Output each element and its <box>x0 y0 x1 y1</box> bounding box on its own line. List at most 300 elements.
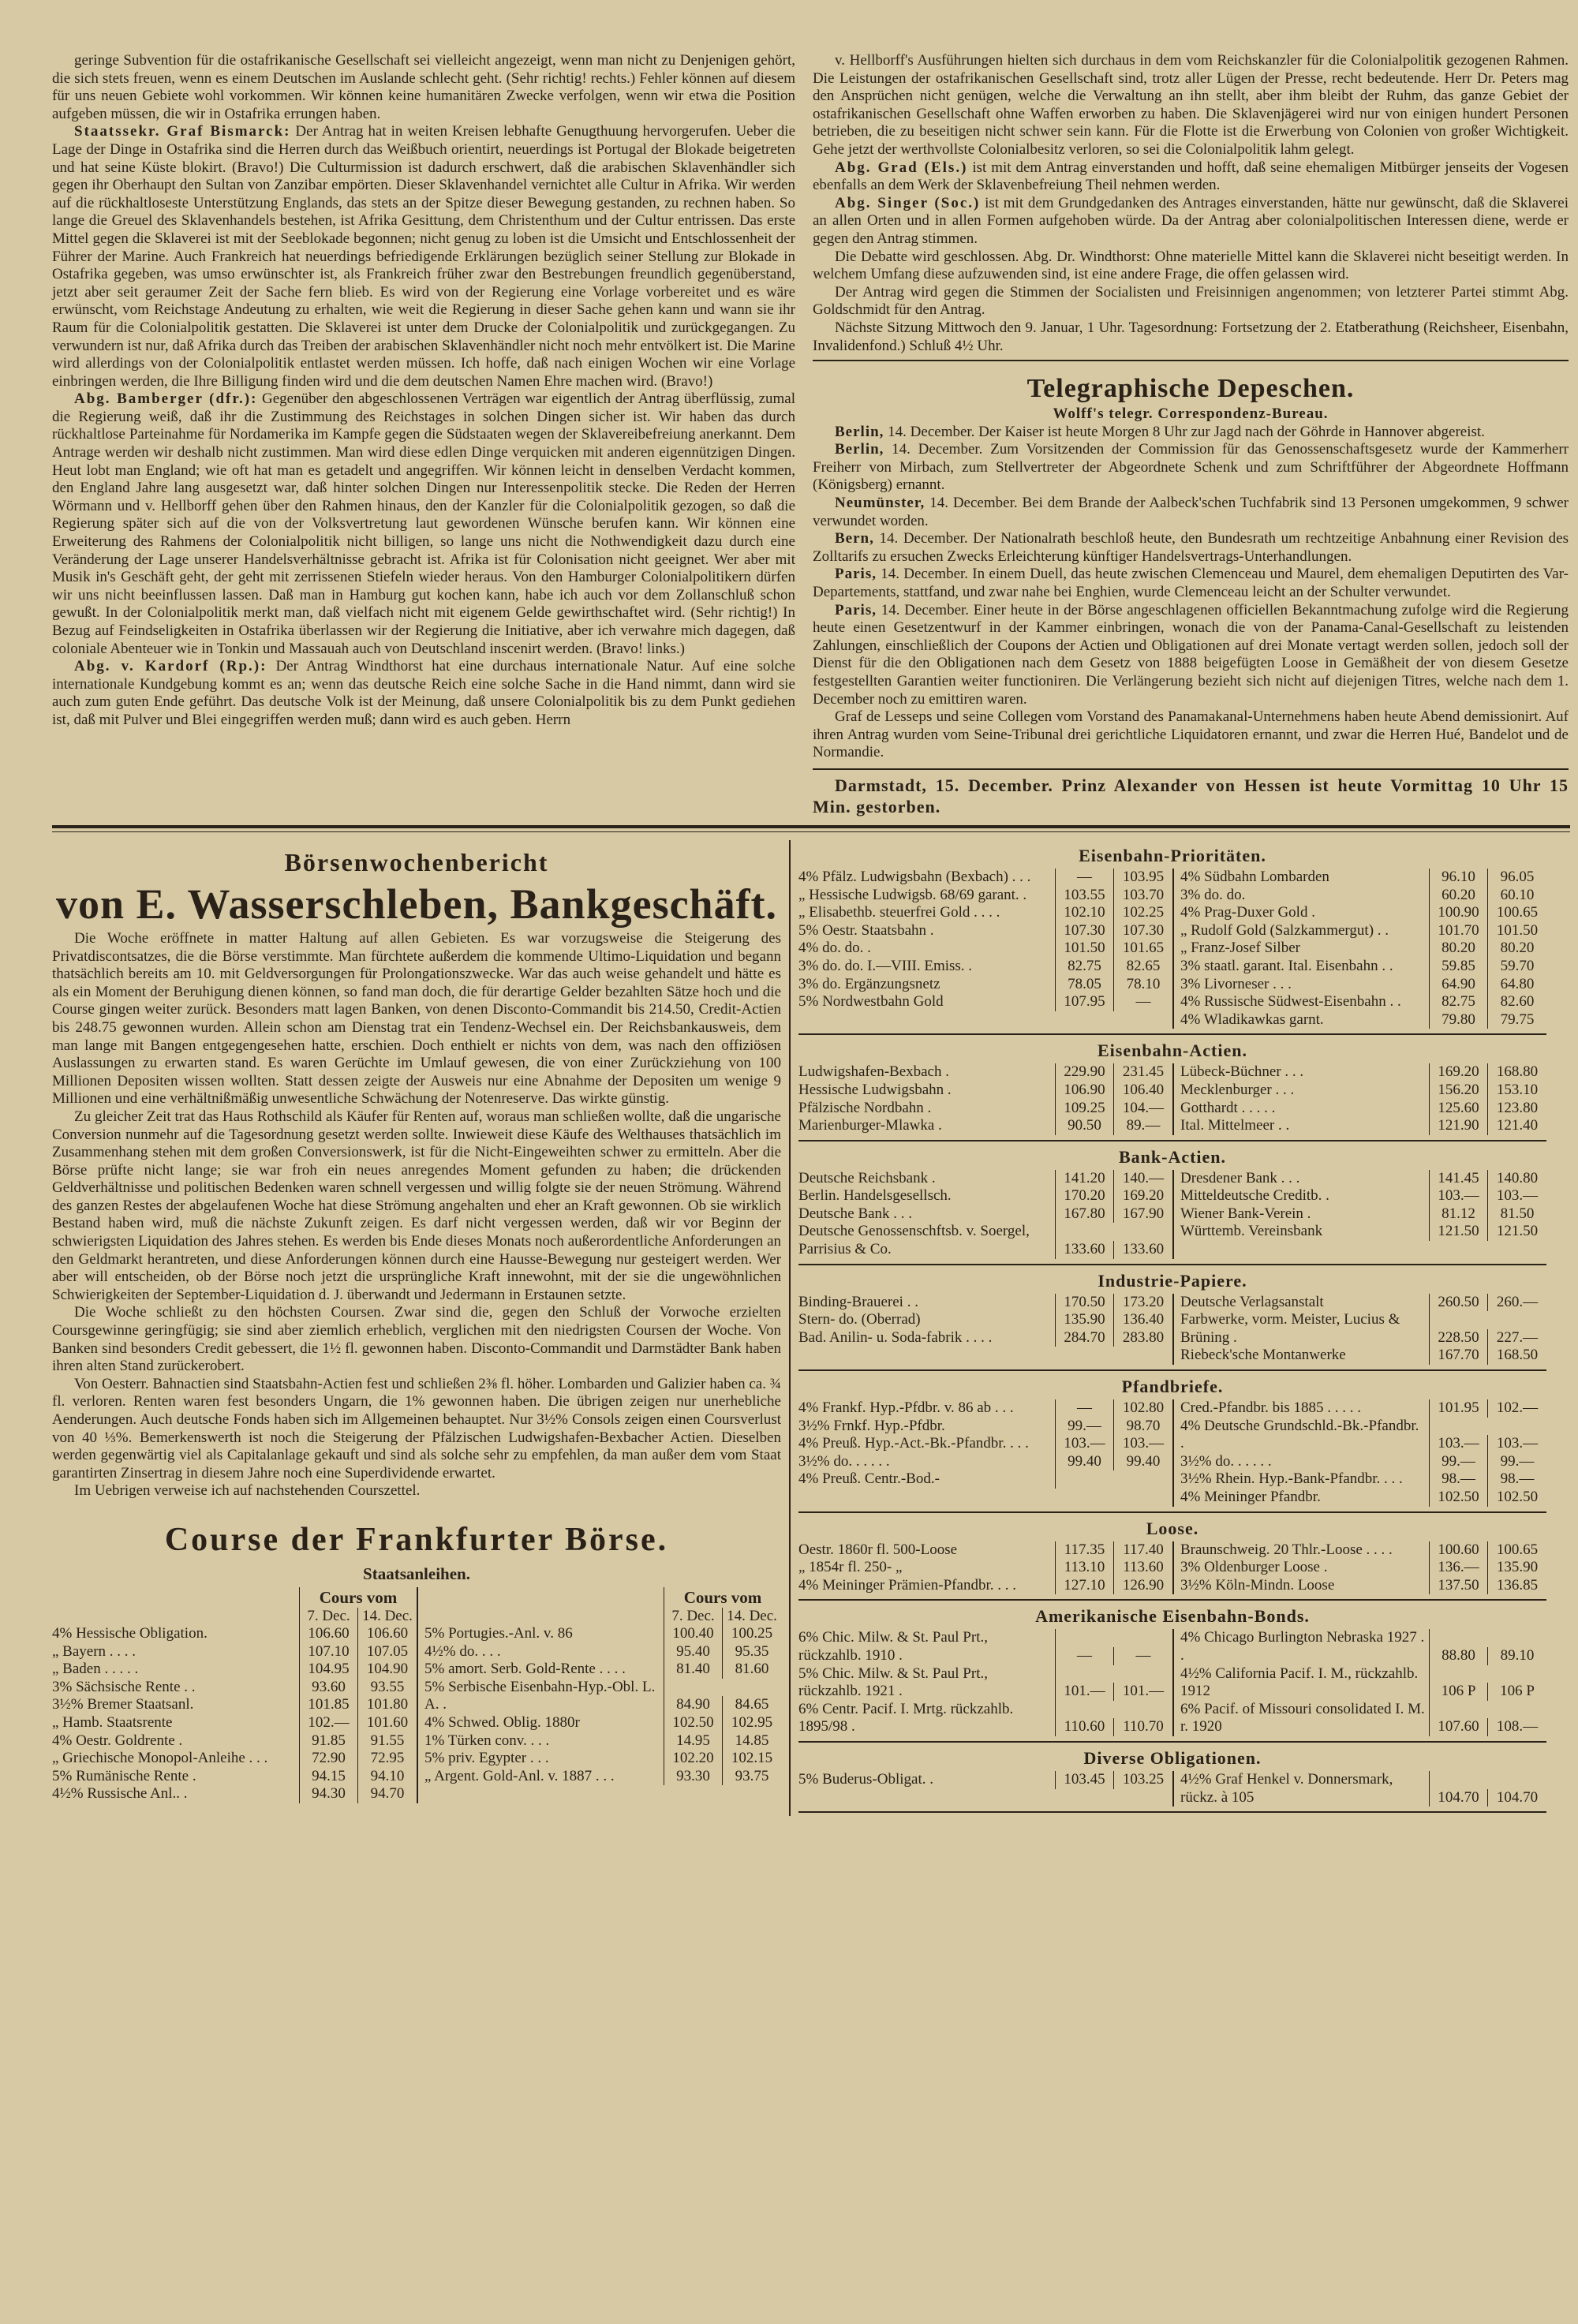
table-row <box>1180 1399 1546 1418</box>
price-7-dec: 100.90 <box>1430 904 1488 922</box>
header-spacer <box>424 1587 664 1608</box>
telegram-item <box>813 441 1569 495</box>
table-row <box>798 1629 1172 1665</box>
table-left-half <box>798 1629 1172 1736</box>
security-name: „ Elisabethb. steuerfrei Gold . . . . <box>798 904 1056 922</box>
table-row <box>798 1294 1172 1312</box>
table-row <box>1180 904 1546 922</box>
security-name: 3½% Bremer Staatsanl. <box>52 1696 300 1714</box>
cours-vom-label: Cours vom <box>319 1587 398 1607</box>
price-14-dec: 103.— <box>1122 1435 1165 1452</box>
price-7-dec: 64.90 <box>1430 976 1488 994</box>
price-7-dec: 98.— <box>1430 1470 1488 1489</box>
price-14-dec: 173.20 <box>1122 1293 1165 1310</box>
speaker-name: Abg. Singer (Soc.) <box>835 194 981 211</box>
price-14-dec: 81.60 <box>735 1661 769 1678</box>
table-row <box>798 1399 1172 1418</box>
price-14-dec: 104.90 <box>366 1661 409 1678</box>
price-14-dec: 93.55 <box>370 1678 405 1695</box>
security-name: 4% Meininger Pfandbr. <box>1180 1489 1430 1507</box>
security-name: 4% Russische Südwest-Eisenbahn . . <box>1180 993 1430 1011</box>
price-7-dec: 141.45 <box>1430 1170 1488 1188</box>
price-14-dec: 121.40 <box>1496 1117 1539 1134</box>
date-column-1: 7. Dec. <box>664 1608 723 1625</box>
security-name: Berlin. Handelsgesellsch. <box>798 1187 1056 1205</box>
security-name: 5% Oestr. Staatsbahn . <box>798 922 1056 940</box>
table-left-half <box>798 1170 1172 1259</box>
section-heading: Eisenbahn-Prioritäten. <box>1079 845 1266 865</box>
security-name: 3% Oldenburger Loose . <box>1180 1559 1430 1577</box>
table-row <box>1180 1205 1546 1224</box>
table-row <box>1180 1559 1546 1577</box>
table-right-half <box>1172 1541 1546 1595</box>
price-7-dec: 96.10 <box>1430 869 1488 887</box>
report-paragraph: Im Uebrigen verweise ich auf nachstehenden Courszettel. <box>74 1482 421 1500</box>
price-7-dec: 121.90 <box>1430 1117 1488 1135</box>
price-7-dec: 102.50 <box>1430 1489 1488 1507</box>
security-name: 4% Schwed. Oblig. 1880r <box>424 1714 664 1732</box>
price-14-dec: 168.50 <box>1496 1347 1539 1364</box>
table-row <box>1180 1100 1546 1118</box>
table-left-half <box>798 1399 1172 1507</box>
price-7-dec: 136.— <box>1430 1559 1488 1577</box>
paragraph <box>813 195 1569 248</box>
table-row <box>798 1470 1172 1489</box>
table-row <box>1180 1187 1546 1205</box>
price-7-dec: 102.20 <box>664 1750 723 1768</box>
price-7-dec: 121.50 <box>1430 1223 1488 1241</box>
section-heading: Industrie-Papiere. <box>1097 1270 1247 1291</box>
parliament-report-column-left <box>52 52 795 730</box>
table-row <box>798 1329 1172 1347</box>
price-7-dec: 84.90 <box>664 1696 723 1714</box>
security-name: 3½% do. . . . . . <box>1180 1453 1430 1471</box>
price-7-dec: 102.10 <box>1056 904 1114 922</box>
price-14-dec: 102.80 <box>1122 1399 1165 1417</box>
table-row <box>52 1732 417 1750</box>
price-7-dec: 167.70 <box>1430 1347 1488 1365</box>
table-row <box>798 1577 1172 1595</box>
price-7-dec: 106.60 <box>300 1625 358 1643</box>
price-7-dec: 82.75 <box>1430 993 1488 1011</box>
table-row <box>1180 1223 1546 1241</box>
price-14-dec: 227.— <box>1496 1328 1539 1346</box>
security-name: 4½% California Pacif. I. M., rückzahlb. 1912 <box>1180 1665 1430 1701</box>
price-14-dec: 123.80 <box>1496 1099 1539 1116</box>
price-14-dec: 72.95 <box>370 1750 405 1767</box>
price-7-dec: 100.40 <box>664 1625 723 1643</box>
section-divider <box>52 825 1570 828</box>
price-7-dec: 100.60 <box>1430 1541 1488 1560</box>
price-7-dec: 59.85 <box>1430 958 1488 976</box>
table-row <box>798 1453 1172 1471</box>
price-14-dec: 107.30 <box>1122 921 1165 939</box>
telegram-text: 14. December. Der Nationalrath beschloß heute, den Bundesrath um rechtzeitige Anbahnung einer Revision des Zolltarifs zu ersuchen Zwecks Erleichterung künftiger Handelsvertrags-Unterhandlungen. <box>813 530 1569 565</box>
price-14-dec: 60.10 <box>1500 886 1535 903</box>
section-table <box>798 1771 1546 1807</box>
section-heading: Bank-Actien. <box>1118 1146 1227 1167</box>
security-name: „ Argent. Gold-Anl. v. 1887 . . . <box>424 1768 664 1786</box>
parliament-report-continued <box>813 52 1569 355</box>
telegram-item <box>813 708 1569 762</box>
report-body <box>52 930 781 1500</box>
price-14-dec: 167.90 <box>1122 1205 1165 1222</box>
section-table <box>798 1170 1546 1259</box>
price-7-dec: 101.50 <box>1056 940 1114 958</box>
section-heading: Amerikanische Eisenbahn-Bonds. <box>1035 1606 1310 1627</box>
price-14-dec: 78.10 <box>1126 975 1161 992</box>
cours-header <box>52 1587 417 1608</box>
speaker-name: Staatssekr. Graf Bismarck: <box>74 123 291 140</box>
price-7-dec: 106.90 <box>1056 1082 1114 1100</box>
price-14-dec: 103.— <box>1496 1187 1539 1205</box>
security-name: 1% Türken conv. . . . <box>424 1732 664 1750</box>
price-7-dec: 102.— <box>300 1714 358 1732</box>
table-row <box>52 1696 417 1714</box>
paragraph <box>813 159 1569 195</box>
table-row <box>1180 869 1546 887</box>
price-14-dec: 101.65 <box>1122 940 1165 957</box>
telegram-city: Neumünster, <box>835 495 925 512</box>
price-14-dec: 106.40 <box>1122 1081 1165 1098</box>
table-left-half <box>52 1587 417 1803</box>
telegram-list <box>813 424 1569 762</box>
parliament-report-column-right <box>813 52 1569 817</box>
price-14-dec: 136.40 <box>1122 1311 1165 1328</box>
price-14-dec: 82.65 <box>1126 957 1161 974</box>
security-name: Riebeck'sche Montanwerke <box>1180 1347 1430 1365</box>
header-spacer <box>52 1608 300 1625</box>
table-row <box>1180 1418 1546 1453</box>
paragraph-text: Die Debatte wird geschlossen. Abg. Dr. Windthorst: Ohne materielle Mittel kann die Sklaverei nicht beseitigt werden. In welchem Umfang diese aufzuwenden sind, ist eine andere Frage, die offen gelassen wird. <box>813 248 1569 283</box>
price-14-dec: 140.— <box>1122 1169 1165 1186</box>
price-7-dec: 14.95 <box>664 1732 723 1750</box>
table-row <box>798 976 1172 994</box>
paragraph-text: Gegenüber den abgeschlossenen Verträgen war eigentlich der Antrag überflüssig, zumal die Regierung weiß, daß ihr die Zustimmung des Reichstages in solchen Dingen sicher ist. Wir haben das durch rückhaltlose Parteinahme für Nordamerika im Kampfe gegen die Südstaaten wegen der Sklavereibefreiung anerkannt. Dem Antrage werden wir deshalb nicht zustimmen. Man wird diese edlen Dinge verquicken mit anderen eigennützigen Dingen. Heut lobt man England; wie oft hat man es getadelt und angegriffen. Wir können leicht in denselben Verdacht kommen, den England Jahre lang ausgesetzt war, daß hinter solchen Dingen nur Interessenpolitik stecke. Die Reden der Herren Wörmann und v. Hellborff gehen über den Rahmen hinaus, den der Kanzler für die Colonialpolitik gezogen, so daß die Regierung später sich auf die von der Volksvertretung laut gewordenen Wünsche berufen kann. Wir können eine Erweiterung des Rahmens der Colonialpolitik nicht billigen, so lange uns nicht die Nothwendigkeit dazu durch eine Veränderung der Lage unserer Handelsverhältnisse gebracht ist. Afrika ist für Colonisation nicht geeignet. Wer aber mit Musik in's Geschäft geht, der geht mit zerrissenen Stiefeln wieder heraus. Von den Hamburger Colonialpolitikern dürfen wir uns nicht beeinflussen lassen. Daß man in Hamburg gut kochen kann, habe ich auch vor dem Zollanschluß schon gewußt. In der Colonialpolitik merkt man, daß vielfach nicht mit eigenem Gelde gewirthschaftet wird. (Sehr richtig!) In Bezug auf Feindseligkeiten in Ostafrika überlassen wir der Regierung die Initiative, aber ich verwahre mich dagegen, daß coloniale Abenteuer wie in Tonkin und Massauah auch von Deutschland inscenirt werden. (Bravo! links.) <box>52 390 796 657</box>
table-row <box>1180 1577 1546 1595</box>
price-14-dec: 102.25 <box>1122 904 1165 921</box>
security-name: 5% Buderus-Obligat. . <box>798 1771 1056 1789</box>
price-14-dec: 126.90 <box>1122 1576 1165 1594</box>
security-name: 6% Pacif. of Missouri consolidated I. M. r. 1920 <box>1180 1701 1430 1736</box>
table-row <box>1180 1294 1546 1312</box>
price-14-dec: 102.50 <box>1496 1489 1539 1505</box>
table-right-half <box>417 1587 781 1803</box>
telegram-item <box>813 602 1569 709</box>
table-row <box>424 1750 781 1768</box>
security-name: 5% Serbische Eisenbahn-Hyp.-Obl. L. A. . <box>424 1679 664 1714</box>
security-name: 4½% Russische Anl.. . <box>52 1785 300 1803</box>
price-7-dec: 284.70 <box>1056 1329 1114 1347</box>
price-7-dec: 103.— <box>1430 1187 1488 1205</box>
price-7-dec: 103.45 <box>1056 1771 1114 1789</box>
table-row <box>798 1100 1172 1118</box>
table-row <box>798 1435 1172 1453</box>
price-14-dec: 91.55 <box>370 1732 405 1749</box>
telegram-text: 14. December. Der Kaiser ist heute Morgen 8 Uhr zur Jagd nach der Göhrde in Hannover abgereist. <box>888 423 1485 440</box>
report-paragraph: Von Oesterr. Bahnactien sind Staatsbahn-Actien fest und schließen 2⅜ fl. höher. Lombarden und Galizier haben ca. ¾ fl. verloren. Renten waren fest besonders Ungarn, die 1% gewonnen haben. Die übrigen zeigen nur unerhebliche Aenderungen. Auch deutsche Fonds haben sich im Allgemeinen behauptet. Nur 3½% Consols zeigen einen Coursverlust von 40 ⅓%. Bemerkenswerth ist noch die Steigerung der Pfälzischen Ludwigshafen-Bexbacher Actien. Dieselben werden gegenwärtig viel als Capitalanlage gekauft und sind als solche sehr zu empfehlen, da man außer dem vom Staat garantirten Zinsertrag in diesem Jahre noch eine Superdividende erwartet. <box>52 1375 781 1481</box>
price-14-dec: 82.60 <box>1500 993 1535 1011</box>
price-14-dec: 169.20 <box>1122 1187 1165 1205</box>
price-14-dec: 103.95 <box>1122 868 1165 885</box>
price-7-dec: 79.80 <box>1430 1011 1488 1029</box>
price-14-dec: 101.— <box>1122 1683 1165 1700</box>
price-14-dec: 100.25 <box>731 1624 773 1642</box>
price-7-dec: 229.90 <box>1056 1063 1114 1082</box>
stock-report-column <box>52 840 789 1816</box>
report-firm: von E. Wasserschleben, Bankgeschäft. <box>55 880 778 928</box>
paragraph <box>52 123 795 390</box>
price-14-dec: 135.90 <box>1496 1559 1539 1576</box>
table-row <box>424 1625 781 1643</box>
price-7-dec: 82.75 <box>1056 958 1114 976</box>
price-14-dec: 102.— <box>1496 1399 1539 1417</box>
price-7-dec: 60.20 <box>1430 887 1488 905</box>
price-7-dec: 88.80 <box>1430 1647 1488 1665</box>
telegram-city: Paris, <box>835 601 877 618</box>
darmstadt-telegram: Darmstadt, 15. December. Prinz Alexander von Hessen ist heute Vormittag 10 Uhr 15 Min. gestorben. <box>813 775 1569 816</box>
security-name: 4% Preuß. Centr.-Bod.- <box>798 1470 1056 1489</box>
price-14-dec: 107.05 <box>366 1642 409 1660</box>
price-14-dec: 283.80 <box>1122 1328 1165 1346</box>
paragraph <box>52 658 795 729</box>
price-14-dec: 103.70 <box>1122 886 1165 903</box>
price-7-dec: 107.95 <box>1056 993 1114 1011</box>
price-7-dec: 104.70 <box>1430 1789 1488 1807</box>
price-14-dec: 117.40 <box>1123 1541 1164 1558</box>
price-7-dec: 99.40 <box>1056 1453 1114 1471</box>
security-name: 3% Livorneser . . . <box>1180 976 1430 994</box>
bottom-section <box>52 840 1570 1816</box>
table-row <box>1180 1311 1546 1347</box>
paragraph-text: Nächste Sitzung Mittwoch den 9. Januar, 1 Uhr. Tagesordnung: Fortsetzung der 2. Etatberathung (Reichsheer, Eisenbahn, Invalidenfond.) Schluß 4½ Uhr. <box>813 319 1569 354</box>
telegrams-bureau: Wolff's telegr. Correspondenz-Bureau. <box>1053 405 1329 423</box>
price-7-dec: 107.30 <box>1056 922 1114 940</box>
section-table <box>798 1294 1546 1365</box>
security-name: 5% Rumänische Rente . <box>52 1768 300 1786</box>
table-row <box>1180 1117 1546 1135</box>
security-name: 3% do. do. <box>1180 887 1430 905</box>
security-name: Mitteldeutsche Creditb. . <box>1180 1187 1430 1205</box>
table-left-half <box>798 1063 1172 1134</box>
security-name: „ Baden . . . . . <box>52 1661 300 1679</box>
security-name: Bad. Anilin- u. Soda-fabrik . . . . <box>798 1329 1056 1347</box>
table-row <box>798 1117 1172 1135</box>
divider <box>813 360 1569 361</box>
security-name: 4½% Graf Henkel v. Donnersmark, rückz. à 105 <box>1180 1771 1430 1807</box>
table-row <box>798 887 1172 905</box>
paragraph <box>813 284 1569 319</box>
telegram-text: 14. December. In einem Duell, das heute zwischen Clemenceau und Maurel, dem ehemaligen Deputirten des Var-Departements, stattfand, und zwar nahe bei Enghien, wurde Clemenceau leicht an der Schulter verwundet. <box>813 566 1569 601</box>
paragraph <box>813 248 1569 284</box>
price-7-dec: 81.40 <box>664 1661 723 1679</box>
table-row <box>798 1418 1172 1436</box>
price-14-dec: — <box>1135 1646 1151 1664</box>
table-row <box>1180 976 1546 994</box>
security-name: Deutsche Bank . . . <box>798 1205 1056 1224</box>
section-table <box>798 869 1546 1029</box>
security-name: Pfälzische Nordbahn . <box>798 1100 1056 1118</box>
table-row <box>798 1187 1172 1205</box>
paragraph-text: ist mit dem Grundgedanken des Antrages einverstanden, hätte nur gewünscht, daß die Sklaverei an allen Orten und in allen Formen aufgehoben würde. Da der Antrag aber colonialpolitischen Interessen diene, werde er gegen den Antrag stimmen. <box>813 194 1569 247</box>
price-section <box>798 1747 1546 1813</box>
table-row <box>798 1311 1172 1329</box>
security-name: 3½% Köln-Mindn. Loose <box>1180 1577 1430 1595</box>
table-row <box>1180 922 1546 940</box>
telegram-item <box>813 424 1569 442</box>
paragraph <box>813 319 1569 355</box>
security-name: Gotthardt . . . . . <box>1180 1100 1430 1118</box>
top-section <box>52 52 1570 817</box>
price-7-dec: 110.60 <box>1056 1718 1114 1736</box>
price-14-dec: 94.10 <box>370 1767 405 1784</box>
price-14-dec: 95.35 <box>735 1642 769 1660</box>
security-name: 4% Chicago Burlington Nebraska 1927 . . <box>1180 1629 1430 1665</box>
price-7-dec: 80.20 <box>1430 940 1488 958</box>
security-name: 4% Südbahn Lombarden <box>1180 869 1430 887</box>
section-table <box>798 1541 1546 1595</box>
table-row <box>798 1701 1172 1736</box>
table-row <box>798 1665 1172 1701</box>
security-name: 4% Oestr. Goldrente . <box>52 1732 300 1750</box>
paragraph-text: geringe Subvention für die ostafrikanische Gesellschaft sei vielleicht angezeigt, wenn man nicht zu Denjenigen gehört, die sich stets freuen, wenn es einem Deutschen im Auslande schlecht geht. (Sehr richtig! rechts.) Fehler können auf diesem für uns neuen Gebiete wohl vorkommen. Wir können keine humanitären Zwecke verfolgen, wenn wir etwa die Position aufgeben müssen, die wir in Ostafrika errungen haben. <box>52 52 795 122</box>
speaker-name: Abg. Bamberger (dfr.): <box>74 390 258 408</box>
price-7-dec: 170.50 <box>1056 1294 1114 1312</box>
price-14-dec: — <box>1135 993 1151 1011</box>
price-7-dec: 103.55 <box>1056 887 1114 905</box>
price-7-dec: 135.90 <box>1056 1311 1114 1329</box>
security-name: 6% Chic. Milw. & St. Paul Prt., rückzahlb. 1910 . <box>798 1629 1056 1665</box>
price-14-dec: 136.85 <box>1496 1576 1539 1594</box>
paragraph-text: v. Hellborff's Ausführungen hielten sich durchaus in dem vom Reichskanzler für die Colonialpolitik gezogenen Rahmen. Die Leistungen der ostafrikanischen Gesellschaft sind, trotz aller Lügen der Presse, recht bedeutende. Herr Dr. Peters mag den Ansprüchen nicht genügen, welche die Verwaltung an ihn stellt, aber ihm bleibt der Ruhm, das ganze Gebiet der ostafrikanischen Gesellschaft ohne Waffen erworben zu haben. Die Sklavenjägerei wird nur von einigen hundert Personen betrieben, die zu beseitigen nicht schwer sein kann. Für die Flotte ist die Erwerbung von Colonien von großer Wichtigkeit. Gehe jetzt der werthvollste Colonialbesitz verloren, so sei die Colonialpolitik lahm gelegt. <box>813 52 1569 158</box>
price-14-dec: 113.60 <box>1123 1559 1164 1576</box>
date-column-2: 14. Dec. <box>362 1607 413 1624</box>
date-header <box>52 1608 417 1625</box>
paragraph-text: Der Antrag wird gegen die Stimmen der Socialisten und Freisinnigen angenommen; von letzterer Partei stimmt Abg. Goldschmidt für den Antrag. <box>813 283 1569 319</box>
table-row <box>424 1643 781 1661</box>
table-row <box>1180 1771 1546 1807</box>
price-7-dec: 94.15 <box>300 1768 358 1786</box>
price-7-dec: 141.20 <box>1056 1170 1114 1188</box>
price-14-dec: 102.95 <box>731 1713 773 1731</box>
price-7-dec: 81.12 <box>1430 1205 1488 1224</box>
table-row <box>1180 1063 1546 1082</box>
table-right-half <box>1172 1629 1546 1736</box>
price-14-dec: 153.10 <box>1496 1081 1539 1098</box>
security-name: Württemb. Vereinsbank <box>1180 1223 1430 1241</box>
table-row <box>798 1205 1172 1224</box>
date-column-2: 14. Dec. <box>727 1607 777 1624</box>
price-7-dec: — <box>1056 1399 1114 1418</box>
price-section <box>798 1270 1546 1371</box>
price-7-dec: 72.90 <box>300 1750 358 1768</box>
price-14-dec: 104.70 <box>1496 1788 1539 1806</box>
price-7-dec: 167.80 <box>1056 1205 1114 1224</box>
security-name: 3% Sächsische Rente . . <box>52 1679 300 1697</box>
price-7-dec: 107.10 <box>300 1643 358 1661</box>
staatsanleihen-heading: Staatsanleihen. <box>363 1564 470 1583</box>
table-row <box>1180 1170 1546 1188</box>
security-name: 5% priv. Egypter . . . <box>424 1750 664 1768</box>
security-name: 5% Nordwestbahn Gold <box>798 993 1056 1011</box>
table-left-half <box>798 1771 1172 1807</box>
price-14-dec: 100.65 <box>1496 1541 1539 1558</box>
security-name: Binding-Brauerei . . <box>798 1294 1056 1312</box>
security-name: 4% Wladikawkas garnt. <box>1180 1011 1430 1029</box>
security-name: 5% amort. Serb. Gold-Rente . . . . <box>424 1661 664 1679</box>
price-7-dec: 228.50 <box>1430 1329 1488 1347</box>
price-14-dec: 79.75 <box>1500 1011 1535 1028</box>
security-name: 5% Portugies.-Anl. v. 86 <box>424 1625 664 1643</box>
price-14-dec: 101.60 <box>366 1713 409 1731</box>
table-row <box>798 922 1172 940</box>
date-column-1: 7. Dec. <box>300 1608 358 1625</box>
paragraph-text: Der Antrag hat in weiten Kreisen lebhafte Genugthuung hervorgerufen. Ueber die Lage der Dinge in Ostafrika sind die Herren durch das Weißbuch orientirt, neuerdings ist Portugal der Blokade beigetreten und hat seine Küste blokirt. (Bravo!) Die Culturmission ist dadurch erschwert, daß die arabischen Sklavenhändler sich gegen ihr Oberhaupt den Sultan von Zanzibar empörten. Dieser Sklavenhandel vernichtet alle Cultur in Afrika. Wir werden auf die rückhaltloseste Unterstützung Englands, das stets an der Spitze dieser Bewegung gestanden, zu rechnen haben. So lange die Greuel des Sklavenhandels bestehen, ist Afrika Gesittung, dem Christenthum und der Cultur entrissen. Das erste Mittel gegen die Sklaverei ist mit der Seeblokade begonnen; nicht genug zu loben ist die Umsicht und Entschlossenheit der Führer der Marine. Auch Frankreich hat neuerdings befriedigende Erklärungen bezüglich seiner Stellung zur Blokade in Ostafrika gegeben, was umso erwünschter ist, als Frankreich früher zwar den Bestrebungen freundlich gegenüberstand, jetzt aber seit geraumer Zeit der Sache fern blieb. Es wird von der Regierung eine Vorlage vorbereitet und es wäre erwünscht, vom Reichstage Andeutung zu erhalten, wie weit die Regierung in dieser Sache gehen kann und wann sie ihr Raum für die Colonialpolitik gestatten. Die Sklaverei ist unter dem Drucke der Colonialpolitik und zurückgegangen. Zu verwundern ist nur, daß Afrika durch das Treiben der arabischen Sklavenhändler nicht noch mehr entvölkert ist. Die Marine wird allerdings von der Colonialpolitik entlastet werden müssen. Ich hoffe, daß nach einigen Wochen wir eine Vorlage einbringen werden, die Ihre Billigung finden wird und die dem deutschen Namen Ehre machen wird. (Bravo!) <box>52 123 796 390</box>
security-name: 3% staatl. garant. Ital. Eisenbahn . . <box>1180 958 1430 976</box>
security-name: Oestr. 1860r fl. 500-Loose <box>798 1541 1056 1560</box>
security-name: Deutsche Reichsbank . <box>798 1170 1056 1188</box>
price-section <box>798 1146 1546 1265</box>
security-name: 3% do. Ergänzungsnetz <box>798 976 1056 994</box>
price-section <box>798 1040 1546 1141</box>
section-heading: Pfandbriefe. <box>1121 1377 1224 1397</box>
security-name: 4% Hessische Obligation. <box>52 1625 300 1643</box>
price-7-dec: 101.95 <box>1430 1399 1488 1418</box>
section-table <box>798 1063 1546 1134</box>
price-7-dec: 101.70 <box>1430 922 1488 940</box>
security-name: Deutsche Verlagsanstalt <box>1180 1294 1430 1312</box>
table-left-half <box>798 869 1172 1029</box>
table-row <box>1180 1347 1546 1365</box>
security-name: Farbwerke, vorm. Meister, Lucius & Brüning . <box>1180 1311 1430 1347</box>
price-14-dec: 108.— <box>1496 1718 1539 1736</box>
table-row <box>1180 958 1546 976</box>
price-14-dec: 133.60 <box>1122 1241 1165 1258</box>
table-row <box>52 1643 417 1661</box>
table-row <box>798 993 1172 1011</box>
security-name: 4% do. do. . <box>798 940 1056 958</box>
price-7-dec: 125.60 <box>1430 1100 1488 1118</box>
price-7-dec: 95.40 <box>664 1643 723 1661</box>
price-14-dec: 100.65 <box>1496 904 1539 921</box>
price-14-dec: 84.65 <box>735 1696 769 1713</box>
price-14-dec: 101.50 <box>1496 921 1539 939</box>
price-14-dec: 101.80 <box>366 1696 409 1713</box>
price-14-dec: 89.— <box>1126 1117 1161 1134</box>
price-14-dec: 260.— <box>1496 1293 1539 1310</box>
table-row <box>1180 1701 1546 1736</box>
table-row <box>798 940 1172 958</box>
telegram-text: Graf de Lesseps und seine Collegen vom Vorstand des Panamakanal-Unternehmens haben heute Abend demissionirt. Auf ihren Antrag wurden vom Seine-Tribunal drei gerichtliche Liquidatoren ernannt, und zwar die Herren Hué, Bandelot und de Normandie. <box>813 708 1569 761</box>
table-row <box>798 1541 1172 1560</box>
price-7-dec: 137.50 <box>1430 1577 1488 1595</box>
price-7-dec: 103.— <box>1430 1435 1488 1453</box>
price-7-dec: 99.— <box>1056 1418 1114 1436</box>
security-name: „ Bayern . . . . <box>52 1643 300 1661</box>
price-14-dec: 231.45 <box>1122 1063 1165 1081</box>
security-name: „ Griechische Monopol-Anleihe . . . <box>52 1750 300 1768</box>
security-name: Lübeck-Büchner . . . <box>1180 1063 1430 1082</box>
price-7-dec: — <box>1056 869 1114 887</box>
report-paragraph: Die Woche eröffnete in matter Haltung auf allen Gebieten. Es war vorzugsweise die Steigerung des Privatdiscontsatzes, die die Börse verstimmte. Man fürchtete außerdem die kommende Ultimo-Liquidation und begann thatsächlich bereits am 10. mit Geldversorgungen für Prolongationszwecke. War das auch weise gehandelt und hätte es als ein Moment der Beruhigung dienen können, so fand man doch, die für derartige Gelder bezahlten Sätze hoch und die Course gingen weiter zurück. Besonders matt lagen Banken, von denen Disconto-Commandit bis 214.50, Credit-Actien bis 248.75 gewonnen wurden. Allein schon am Dienstag trat ein Tendenz-Wechsel ein. Der Reichsbankausweis, dem man lange mit Bangen entgegengesehen hatte, erschien. Doch enthielt er nichts von dem, was nach den offiziösen Auslassungen zu erwarten stand. Es waren Gerüchte im Umlauf gewesen, die von einer Zurückziehung von 100 Millionen Depositen wissen wollten. Statt dessen zeigte der Ausweis nur eine Abnahme der Depositen um wenige 9 Millionen und eine verhältnißmäßig unwesentliche Schwächung der Notenreserve. Das wirkte günstig. <box>52 929 781 1108</box>
security-name: 3½% Frnkf. Hyp.-Pfdbr. <box>798 1418 1056 1436</box>
table-row <box>798 1063 1172 1082</box>
price-14-dec: 168.80 <box>1496 1063 1539 1081</box>
security-name: 4% Frankf. Hyp.-Pfdbr. v. 86 ab . . . <box>798 1399 1056 1418</box>
section-heading: Loose. <box>1146 1518 1199 1538</box>
price-14-dec: 103.— <box>1496 1435 1539 1452</box>
speaker-name: Abg. v. Kardorf (Rp.): <box>74 658 267 675</box>
